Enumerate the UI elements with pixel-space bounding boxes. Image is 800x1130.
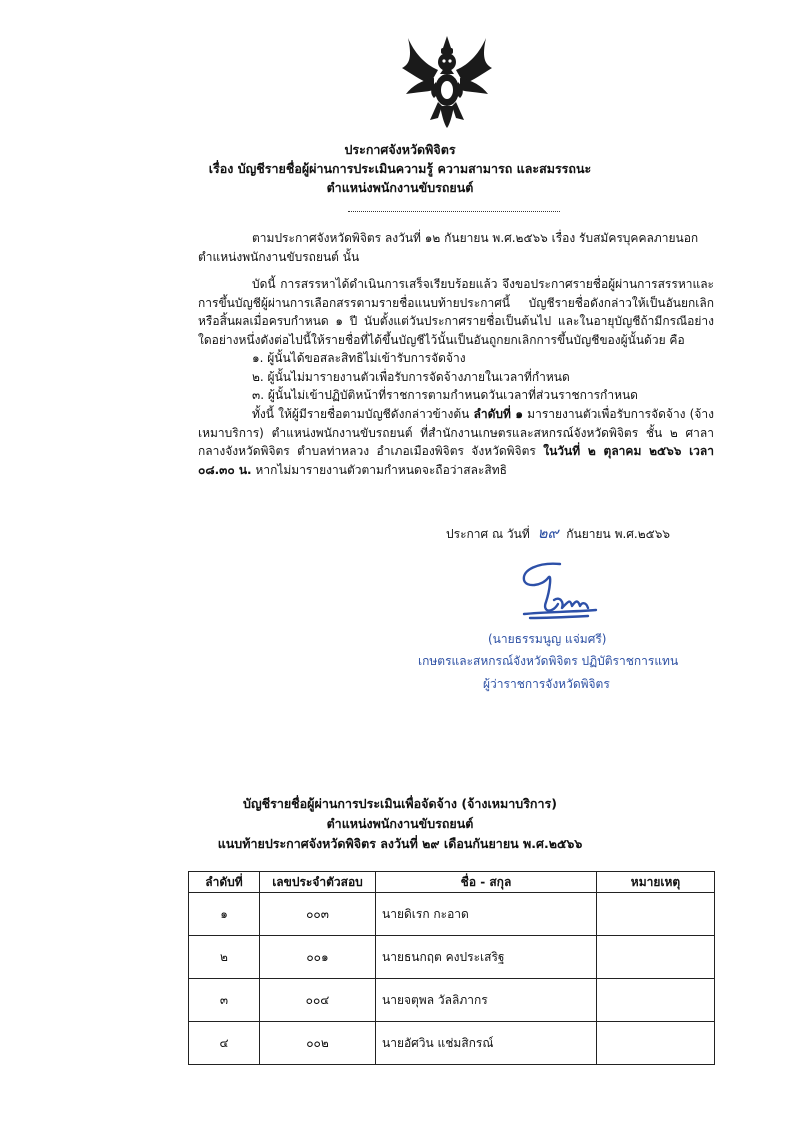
cell-note: [597, 979, 715, 1022]
annex-reference: แนบท้ายประกาศจังหวัดพิจิตร ลงวันที่ ๒๙ เดือนกันยายน พ.ศ.๒๕๖๖: [217, 836, 583, 851]
paragraph-reference: [198, 229, 714, 266]
cell-exam-id: ๐๐๔: [260, 979, 376, 1022]
announcement-title: ประกาศจังหวัดพิจิตร: [344, 142, 456, 157]
signer-title-line1: เกษตรและสหกรณ์จังหวัดพิจิตร ปฏิบัติราชการแทน: [418, 654, 679, 668]
paragraph-reference-line2: ตำแหน่งพนักงานขับรถยนต์ นั้น: [198, 249, 360, 264]
announce-date-prefix: ประกาศ ณ วันที่: [446, 527, 530, 541]
announce-date: [446, 521, 670, 545]
signer-title-line2: ผู้ว่าราชการจังหวัดพิจิตร: [483, 677, 610, 691]
cell-exam-id: ๐๐๓: [260, 893, 376, 936]
table-header-row: [189, 872, 715, 893]
cell-order: ๔: [189, 1022, 260, 1065]
column-header-exam-id: เลขประจำตัวสอบ: [260, 872, 376, 893]
announcement-subject: เรื่อง บัญชีรายชื่อผู้ผ่านการประเมินความรู้ ความสามารถ และสมรรถนะ: [208, 161, 592, 176]
table-row: [189, 1022, 715, 1065]
condition-item: ๓. ผู้นั้นไม่เข้าปฏิบัติหน้าที่ราชการตามกำหนดวันเวลาที่ส่วนราชการกำหนด: [252, 388, 638, 402]
cell-name: นายธนกฤต คงประเสริฐ: [376, 936, 597, 979]
instruction-deadline: ในวันที่ ๒ ตุลาคม ๒๕๖๖ เวลา ๐๘.๓๐ น.: [198, 444, 715, 477]
header-divider: [348, 211, 560, 212]
annex-title: บัญชีรายชื่อผู้ผ่านการประเมินเพื่อจัดจ้าง (จ้างเหมาบริการ): [243, 796, 557, 811]
cell-exam-id: ๐๐๒: [260, 1022, 376, 1065]
paragraph-reference-line1: ตามประกาศจังหวัดพิจิตร ลงวันที่ ๑๒ กันยายน พ.ศ.๒๕๖๖ เรื่อง รับสมัครบุคคลภายนอก: [252, 231, 699, 245]
instruction-rank: ลำดับที่ ๑: [473, 407, 524, 421]
conditions-list: [198, 349, 732, 405]
cell-exam-id: ๐๐๑: [260, 936, 376, 979]
paragraph-report-instruction: [198, 405, 714, 479]
cell-order: ๒: [189, 936, 260, 979]
table-row: [189, 979, 715, 1022]
cell-order: ๑: [189, 893, 260, 936]
garuda-emblem: [400, 34, 494, 130]
column-header-note: หมายเหตุ: [597, 872, 715, 893]
cell-note: [597, 893, 715, 936]
paragraph-result: บัดนี้ การสรรหาได้ดำเนินการเสร็จเรียบร้อยแล้ว จึงขอประกาศรายชื่อผู้ผ่านการสรรหาและการขึ้นบัญชีผู้ผ่านการเลือกสรรตามรายชื่อแนบท้ายประกาศนี้ บัญชีรายชื่อดังกล่าวให้เป็นอันยกเลิกหรือสิ้นผลเมื่อครบกำหนด ๑ ปี นับตั้งแต่วันประกาศรายชื่อเป็นต้นไป และในอายุบัญชีถ้ามีกรณีอย่างใดอย่างหนึ่งดังต่อไปนี้ให้รายชื่อที่ได้ขึ้นบัญชีไว้นั้นเป็นอันถูกยกเลิกการขึ้นบัญชีของผู้นั้นด้วย คือ: [198, 277, 714, 347]
announce-date-suffix: กันยายน พ.ศ.๒๕๖๖: [566, 527, 670, 541]
cell-note: [597, 936, 715, 979]
candidate-table: [188, 871, 715, 1065]
announce-day-handwritten: ๒๙: [537, 524, 559, 542]
condition-item: ๒. ผู้นั้นไม่มารายงานตัวเพื่อรับการจัดจ้างภายในเวลาที่กำหนด: [252, 369, 570, 384]
column-header-name: ชื่อ - สกุล: [376, 872, 597, 893]
table-row: [189, 893, 715, 936]
signer-name: (นายธรรมนูญ แจ่มศรี): [488, 632, 607, 646]
annex-position: ตำแหน่งพนักงานขับรถยนต์: [326, 816, 474, 831]
instruction-text: หากไม่มารายงานตัวตามกำหนดจะถือว่าสละสิทธิ: [251, 462, 507, 477]
instruction-text: ทั้งนี้ ให้ผู้มีรายชื่อตามบัญชีดังกล่าวข้างต้น: [252, 407, 474, 421]
condition-item: ๑. ผู้นั้นได้ขอสละสิทธิไม่เข้ารับการจัดจ้าง: [252, 351, 466, 365]
table-row: [189, 936, 715, 979]
announcement-position: ตำแหน่งพนักงานขับรถยนต์: [326, 180, 474, 195]
cell-order: ๓: [189, 979, 260, 1022]
cell-name: นายจตุพล วัลลิภากร: [376, 979, 597, 1022]
column-header-order: ลำดับที่: [189, 872, 260, 893]
cell-name: นายดิเรก กะอาด: [376, 893, 597, 936]
handwritten-signature: [508, 556, 618, 628]
cell-note: [597, 1022, 715, 1065]
cell-name: นายอัศวิน แช่มสิกรณ์: [376, 1022, 597, 1065]
instruction-text: มารายงานตัวเพื่อรับการจัดจ้าง (จ้างเหมาบริการ) ตำแหน่งพนักงานขับรถยนต์ ที่สำนักงานเกษตรและสหกรณ์จังหวัดพิจิตร ชั้น ๒ ศาลากลางจังหวัดพิจิตร ตำบลท่าหลวง อำเภอเมืองพิจิตร จังหวัดพิจิตร: [198, 407, 714, 458]
